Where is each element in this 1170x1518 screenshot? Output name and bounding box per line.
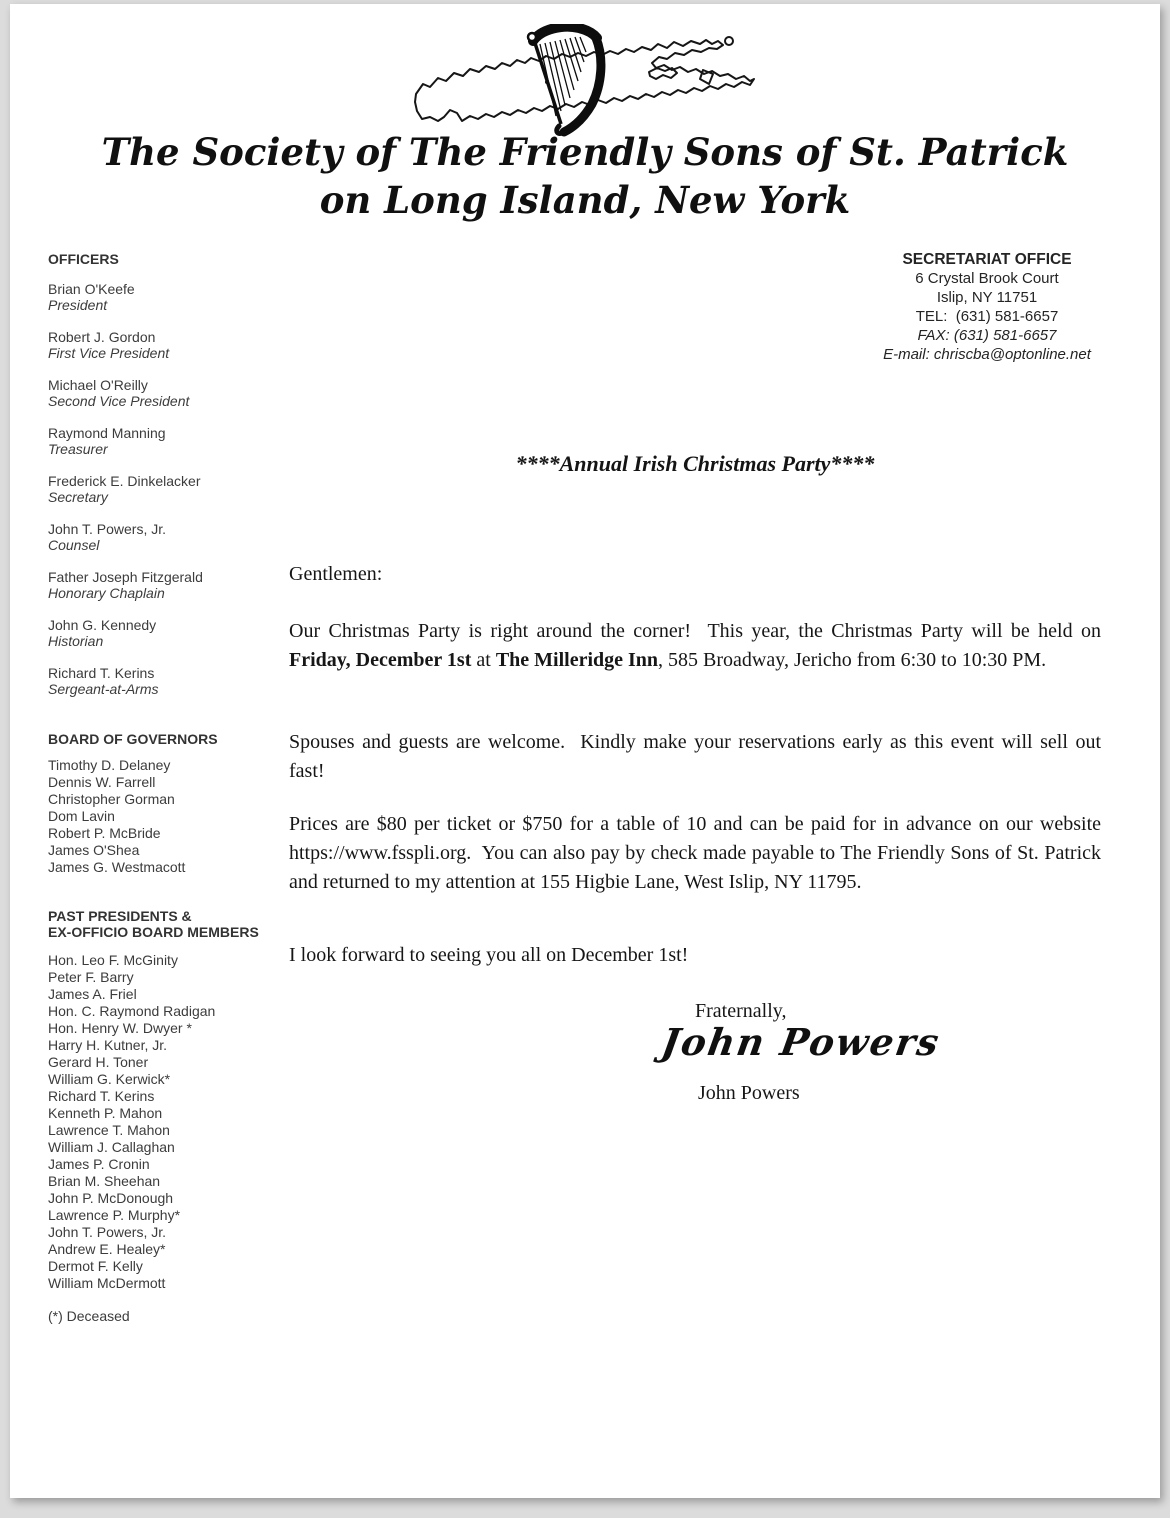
past-president-name: Andrew E. Healey* xyxy=(48,1241,166,1257)
officer-title: Honorary Chaplain xyxy=(48,585,165,601)
past-presidents-heading-line2: EX-OFFICIO BOARD MEMBERS xyxy=(48,924,259,940)
governor-name: Timothy D. Delaney xyxy=(48,757,171,773)
paragraph-look-forward: I look forward to seeing you all on December 1st! xyxy=(289,944,689,966)
past-president-name: William G. Kerwick* xyxy=(48,1071,171,1087)
past-president-name: William J. Callaghan xyxy=(48,1139,175,1155)
past-president-name: Hon. Henry W. Dwyer * xyxy=(48,1020,192,1036)
officer-name: Raymond Manning xyxy=(48,425,166,441)
governor-name: Robert P. McBride xyxy=(48,825,161,841)
past-president-name: William McDermott xyxy=(48,1275,166,1291)
past-president-name: James P. Cronin xyxy=(48,1156,150,1172)
paragraph-guests: Spouses and guests are welcome. Kindly make your reservations early as this event will sell out fast! xyxy=(289,731,1101,782)
harp-neck-arch xyxy=(533,27,597,41)
officer-title: Counsel xyxy=(48,537,100,553)
past-president-name: Gerard H. Toner xyxy=(48,1054,149,1070)
officer-entry xyxy=(48,329,288,361)
letter-subject: ****Annual Irish Christmas Party**** xyxy=(515,451,875,476)
signature-handwritten: John Powers xyxy=(658,1020,944,1064)
org-name-line1: The Society of The Friendly Sons of St. Patrick xyxy=(101,130,1069,174)
governor-name: James G. Westmacott xyxy=(48,859,186,875)
paragraph-venue-text: Our Christmas Party is right around the corner! This year, the Christmas Party will be held on xyxy=(289,620,1101,642)
officer-entry xyxy=(48,281,288,313)
paragraph-venue-date: Friday, December 1st xyxy=(289,649,472,671)
past-president-name: Lawrence P. Murphy* xyxy=(48,1207,181,1223)
past-presidents-heading xyxy=(48,908,288,940)
secretariat-office-block xyxy=(862,250,1112,364)
past-president-name: Dermot F. Kelly xyxy=(48,1258,143,1274)
salutation: Gentlemen: xyxy=(289,563,383,585)
officer-title: Treasurer xyxy=(48,441,108,457)
secretariat-address-line1: 6 Crystal Brook Court xyxy=(915,270,1059,287)
complimentary-close: Fraternally, xyxy=(695,1000,787,1022)
officer-entry xyxy=(48,377,288,409)
officer-name: Richard T. Kerins xyxy=(48,665,155,681)
paragraph-venue-after: , 585 Broadway, Jericho from 6:30 to 10:30 PM. xyxy=(658,649,1047,671)
secretariat-email: E-mail: chriscba@optonline.net xyxy=(883,346,1091,363)
officer-name: Robert J. Gordon xyxy=(48,329,156,345)
officers-sidebar xyxy=(48,251,288,1324)
past-president-name: Peter F. Barry xyxy=(48,969,134,985)
officer-name: Brian O'Keefe xyxy=(48,281,135,297)
officer-entry xyxy=(48,521,288,553)
officers-heading: OFFICERS xyxy=(48,251,119,267)
island-plum-island xyxy=(725,37,733,45)
officer-title: President xyxy=(48,297,108,313)
paragraph-venue xyxy=(289,617,1101,675)
harp-icon xyxy=(528,27,601,134)
officer-name: Michael O'Reilly xyxy=(48,377,148,393)
harp-tuning-knob xyxy=(528,33,536,41)
society-logo xyxy=(413,24,758,144)
officer-title: First Vice President xyxy=(48,345,170,361)
officer-entry xyxy=(48,425,288,457)
secretariat-address-line2: Islip, NY 11751 xyxy=(936,289,1038,306)
secretariat-tel: TEL: (631) 581-6657 xyxy=(915,308,1059,325)
governor-name: Dennis W. Farrell xyxy=(48,774,156,790)
past-president-name: Lawrence T. Mahon xyxy=(48,1122,170,1138)
past-president-name: Kenneth P. Mahon xyxy=(48,1105,163,1121)
officer-name: John T. Powers, Jr. xyxy=(48,521,167,537)
officer-entry xyxy=(48,473,288,505)
officer-name: Father Joseph Fitzgerald xyxy=(48,569,203,585)
governor-name: Christopher Gorman xyxy=(48,791,175,807)
officers-list xyxy=(48,281,288,697)
paragraph-venue-place: The Milleridge Inn xyxy=(495,649,659,671)
past-president-name: Hon. C. Raymond Radigan xyxy=(48,1003,216,1019)
secretariat-fax: FAX: (631) 581-6657 xyxy=(917,327,1057,344)
past-president-name: John P. McDonough xyxy=(48,1190,174,1206)
past-president-name: Harry H. Kutner, Jr. xyxy=(48,1037,168,1053)
past-president-name: Richard T. Kerins xyxy=(48,1088,155,1104)
officer-title: Historian xyxy=(48,633,104,649)
org-name-line2: on Long Island, New York xyxy=(319,178,851,222)
past-presidents-list xyxy=(48,952,288,1292)
officer-title: Sergeant-at-Arms xyxy=(48,681,159,697)
letter-page xyxy=(10,4,1160,1498)
signature-typed: John Powers xyxy=(698,1082,800,1104)
paragraph-venue-mid: at xyxy=(471,649,496,671)
secretariat-heading: SECRETARIAT OFFICE xyxy=(902,251,1072,268)
long-island-harp-logo xyxy=(413,24,758,144)
past-president-name: Brian M. Sheehan xyxy=(48,1173,161,1189)
island-shelter-island xyxy=(649,68,677,79)
officer-entry xyxy=(48,569,288,601)
deceased-note: (*) Deceased xyxy=(48,1308,130,1324)
paragraph-prices: Prices are $80 per ticket or $750 for a table of 10 and can be paid for in advance on our website https://www.fsspli.org. You can also pay by check made payable to The Friendly Sons of St. Patrick and returned to my attention at 155 Higbie Lane, West Islip, NY 11795. xyxy=(289,813,1101,893)
officer-name: Frederick E. Dinkelacker xyxy=(48,473,201,489)
officer-title: Secretary xyxy=(48,489,108,505)
officer-entry xyxy=(48,617,288,649)
past-president-name: James A. Friel xyxy=(48,986,137,1002)
governor-name: Dom Lavin xyxy=(48,808,115,824)
governor-name: James O'Shea xyxy=(48,842,140,858)
past-president-name: Hon. Leo F. McGinity xyxy=(48,952,178,968)
officer-title: Second Vice President xyxy=(48,393,190,409)
governors-heading: BOARD OF GOVERNORS xyxy=(48,731,218,747)
officer-name: John G. Kennedy xyxy=(48,617,157,633)
officer-entry xyxy=(48,665,288,697)
past-president-name: John T. Powers, Jr. xyxy=(48,1224,167,1240)
past-presidents-heading-line1: PAST PRESIDENTS & xyxy=(48,908,192,924)
governors-list xyxy=(48,757,288,876)
